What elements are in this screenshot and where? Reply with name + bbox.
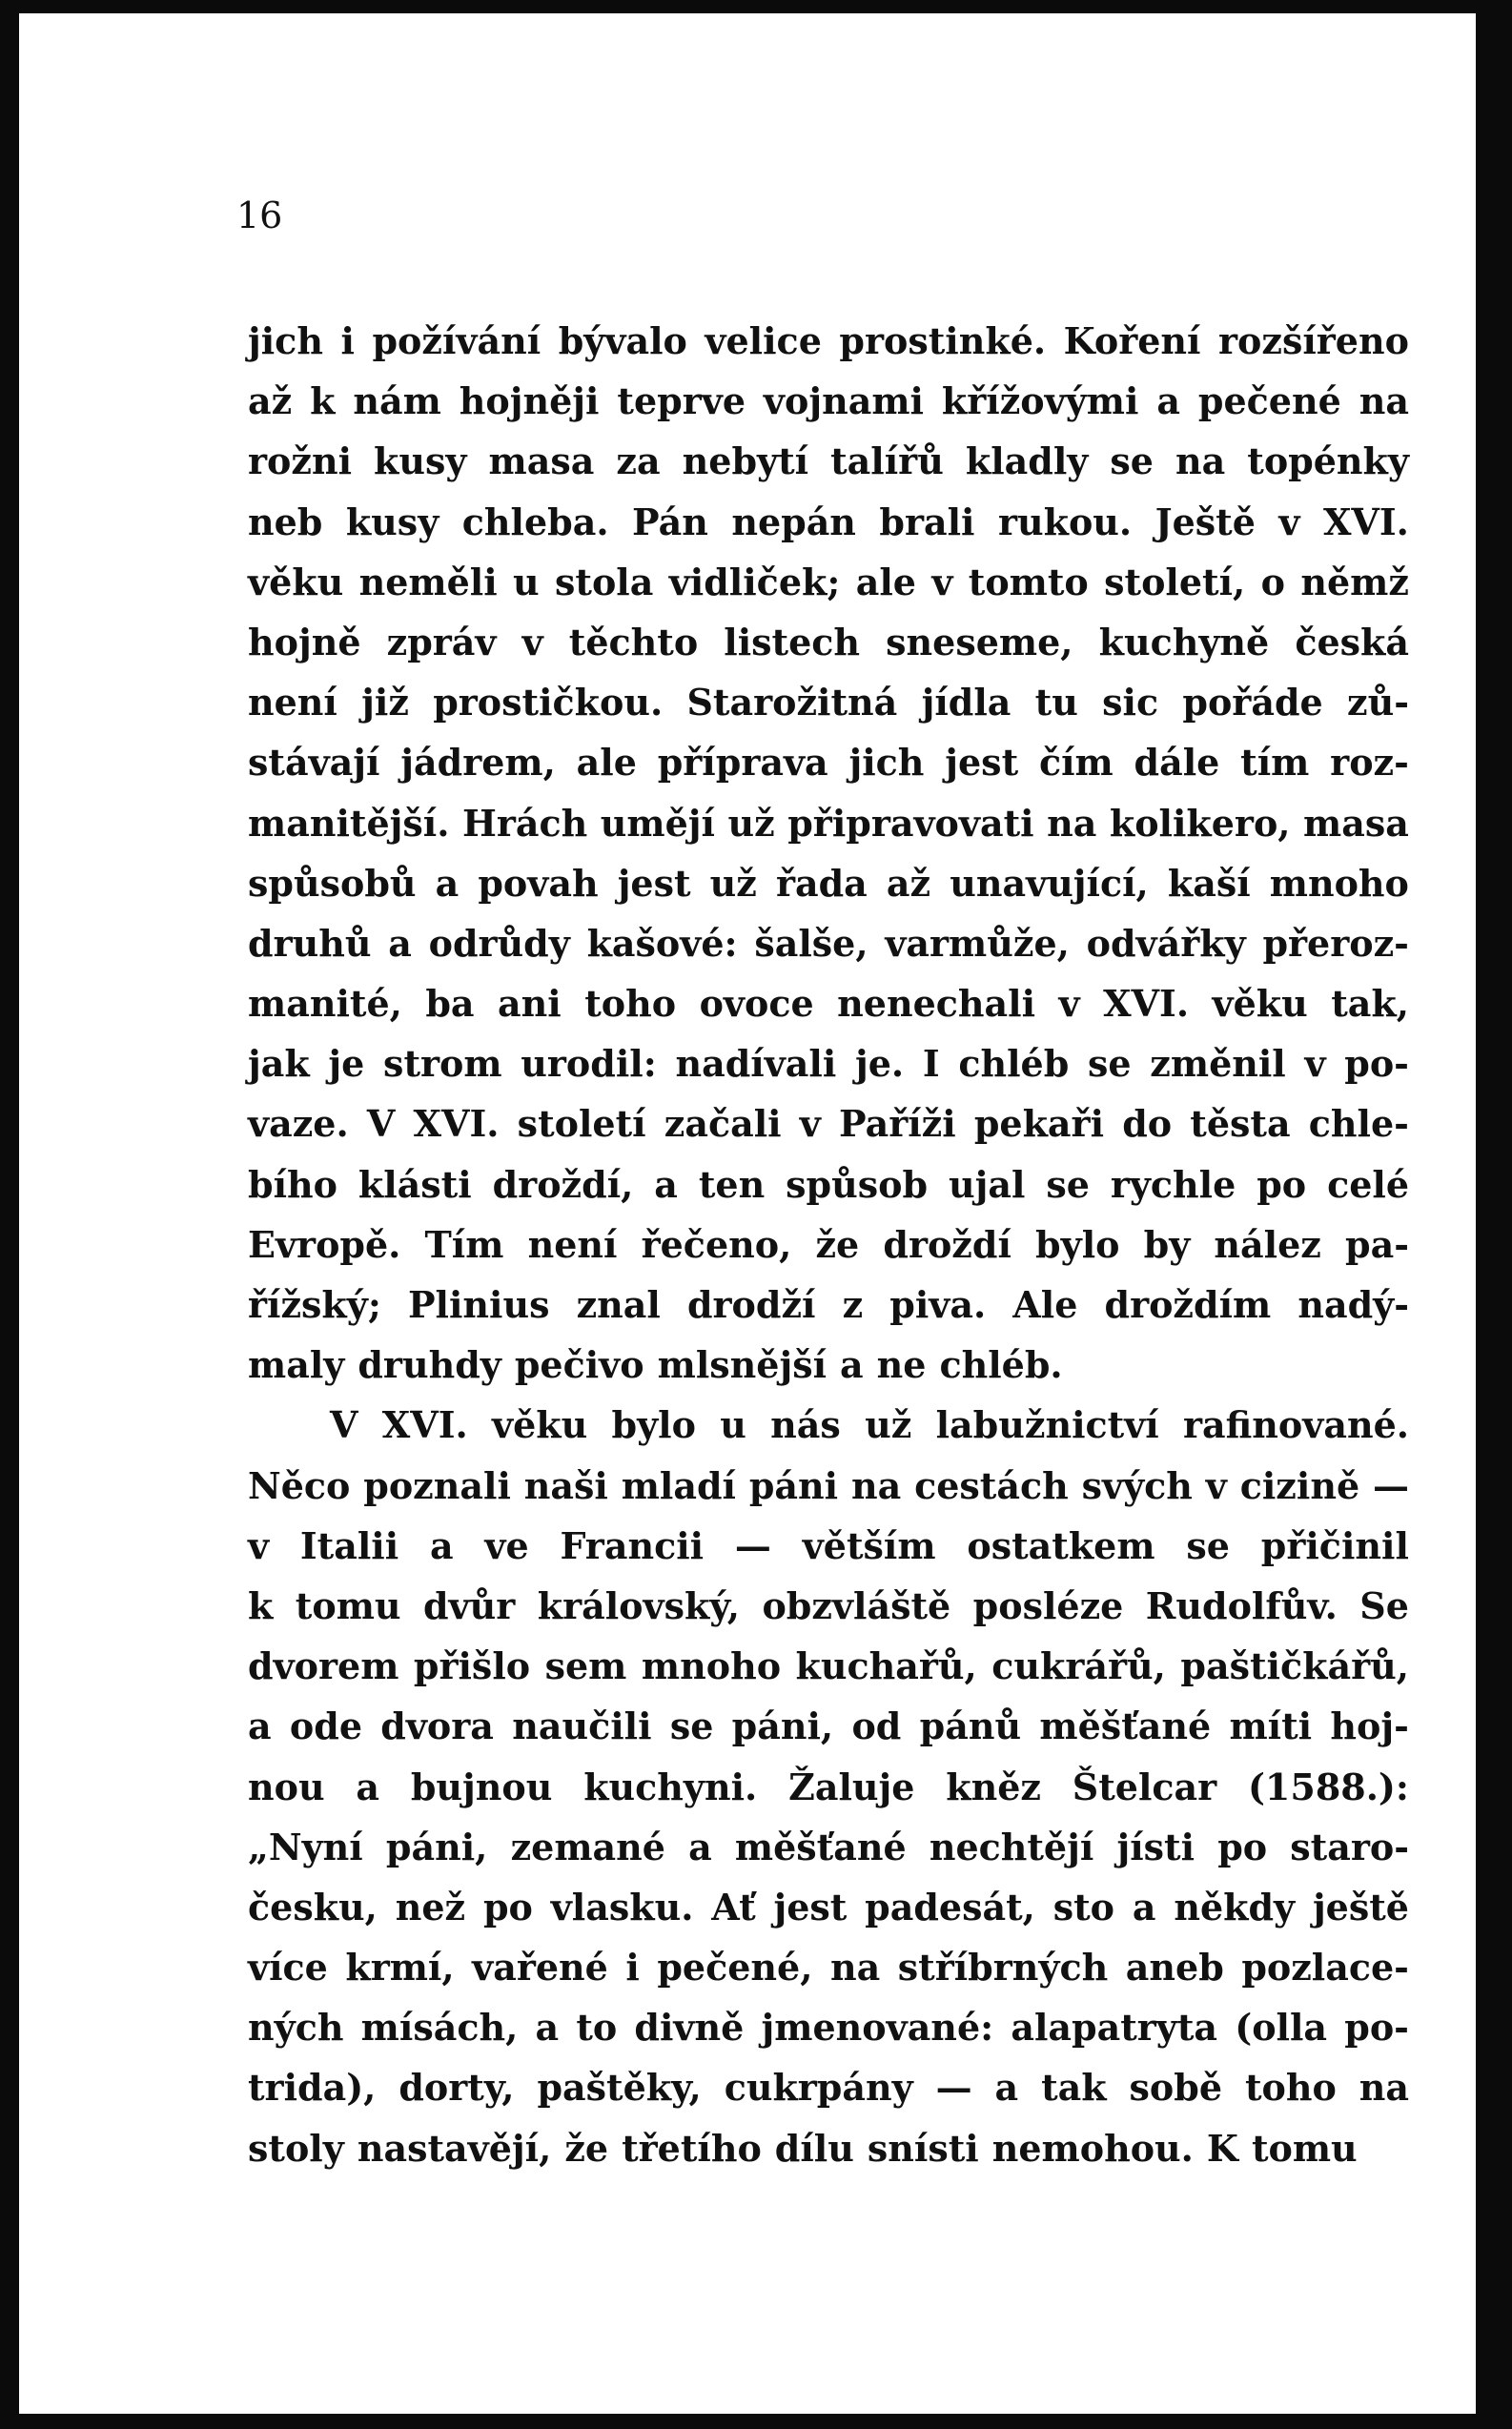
text-line: spůsobů a povah jest už řada až unavující, kaší mnoho [248, 861, 1409, 905]
text-line: manité, ba ani toho ovoce nenechali v XVI. věku tak, [248, 982, 1409, 1026]
text-line: hojně zpráv v těchto listech sneseme, kuchyně česká [248, 620, 1409, 663]
text-line: v Italii a ve Francii — větším ostatkem se přičinil [248, 1523, 1409, 1567]
text-line: k tomu dvůr královský, obzvláště posléze Rudolfův. Se [248, 1583, 1409, 1627]
page-number: 16 [236, 194, 283, 236]
text-line: Evropě. Tím není řečeno, že droždí bylo by nález pa- [248, 1222, 1409, 1266]
text-line: manitější. Hrách umějí už připravovati na kolikero, masa [248, 801, 1409, 845]
book-page [19, 13, 1476, 2414]
text-line: Něco poznali naši mladí páni na cestách svých v cizině — [248, 1463, 1409, 1507]
text-line: až k nám hojněji teprve vojnami křížovými a pečené na [248, 379, 1409, 423]
text-line: bího klásti droždí, a ten spůsob ujal se rychle po celé [248, 1162, 1409, 1206]
text-line: trida), dorty, paštěky, cukrpány — a tak sobě toho na [248, 2066, 1409, 2110]
text-line: druhů a odrůdy kašové: šalše, varmůže, odvářky přeroz- [248, 921, 1409, 965]
text-line: není již prostičkou. Starožitná jídla tu sic pořáde zů- [248, 681, 1409, 725]
text-line: stávají jádrem, ale příprava jich jest čím dále tím roz- [248, 741, 1409, 785]
text-line: V XVI. věku bylo u nás už labužnictví rafinované. [330, 1403, 1409, 1447]
text-line: řížský; Plinius znal drodží z piva. Ale droždím nadý- [248, 1283, 1409, 1326]
text-line: jak je strom urodil: nadívali je. I chléb se změnil v po- [248, 1042, 1409, 1086]
text-line: věku neměli u stola vidliček; ale v tomto století, o němž [248, 560, 1409, 603]
paragraph [248, 311, 1409, 1395]
text-line: neb kusy chleba. Pán nepán brali rukou. Ještě v XVI. [248, 500, 1409, 543]
text-line: nou a bujnou kuchyni. Žaluje kněz Štelcar (1588.): [248, 1765, 1409, 1808]
text-line: stoly nastavějí, že třetího dílu snísti nemohou. K tomu [248, 2126, 1358, 2170]
text-line: více krmí, vařené i pečené, na stříbrných aneb pozlace- [248, 1946, 1409, 1990]
text-line: česku, než po vlasku. Ať jest padesát, sto a někdy ještě [248, 1885, 1409, 1929]
text-line: vaze. V XVI. století začali v Paříži pekaři do těsta chle- [248, 1102, 1409, 1146]
text-line: dvorem přišlo sem mnoho kuchařů, cukrářů, paštičkářů, [248, 1644, 1409, 1688]
scan-edge [1476, 0, 1512, 2429]
paragraph [248, 1395, 1409, 2177]
text-line: a ode dvora naučili se páni, od pánů měšťané míti hoj- [248, 1704, 1409, 1748]
text-line: ných mísách, a to divně jmenované: alapatryta (olla po- [248, 2006, 1409, 2050]
body-text [248, 311, 1409, 2178]
text-line: jich i požívání bývalo velice prostinké. Koření rozšířeno [248, 319, 1409, 362]
text-line: „Nyní páni, zemané a měšťané nechtějí jísti po staro- [248, 1825, 1409, 1868]
text-line: maly druhdy pečivo mlsnější a ne chléb. [248, 1343, 1063, 1387]
text-line: rožni kusy masa za nebytí talířů kladly se na topénky [248, 439, 1409, 483]
